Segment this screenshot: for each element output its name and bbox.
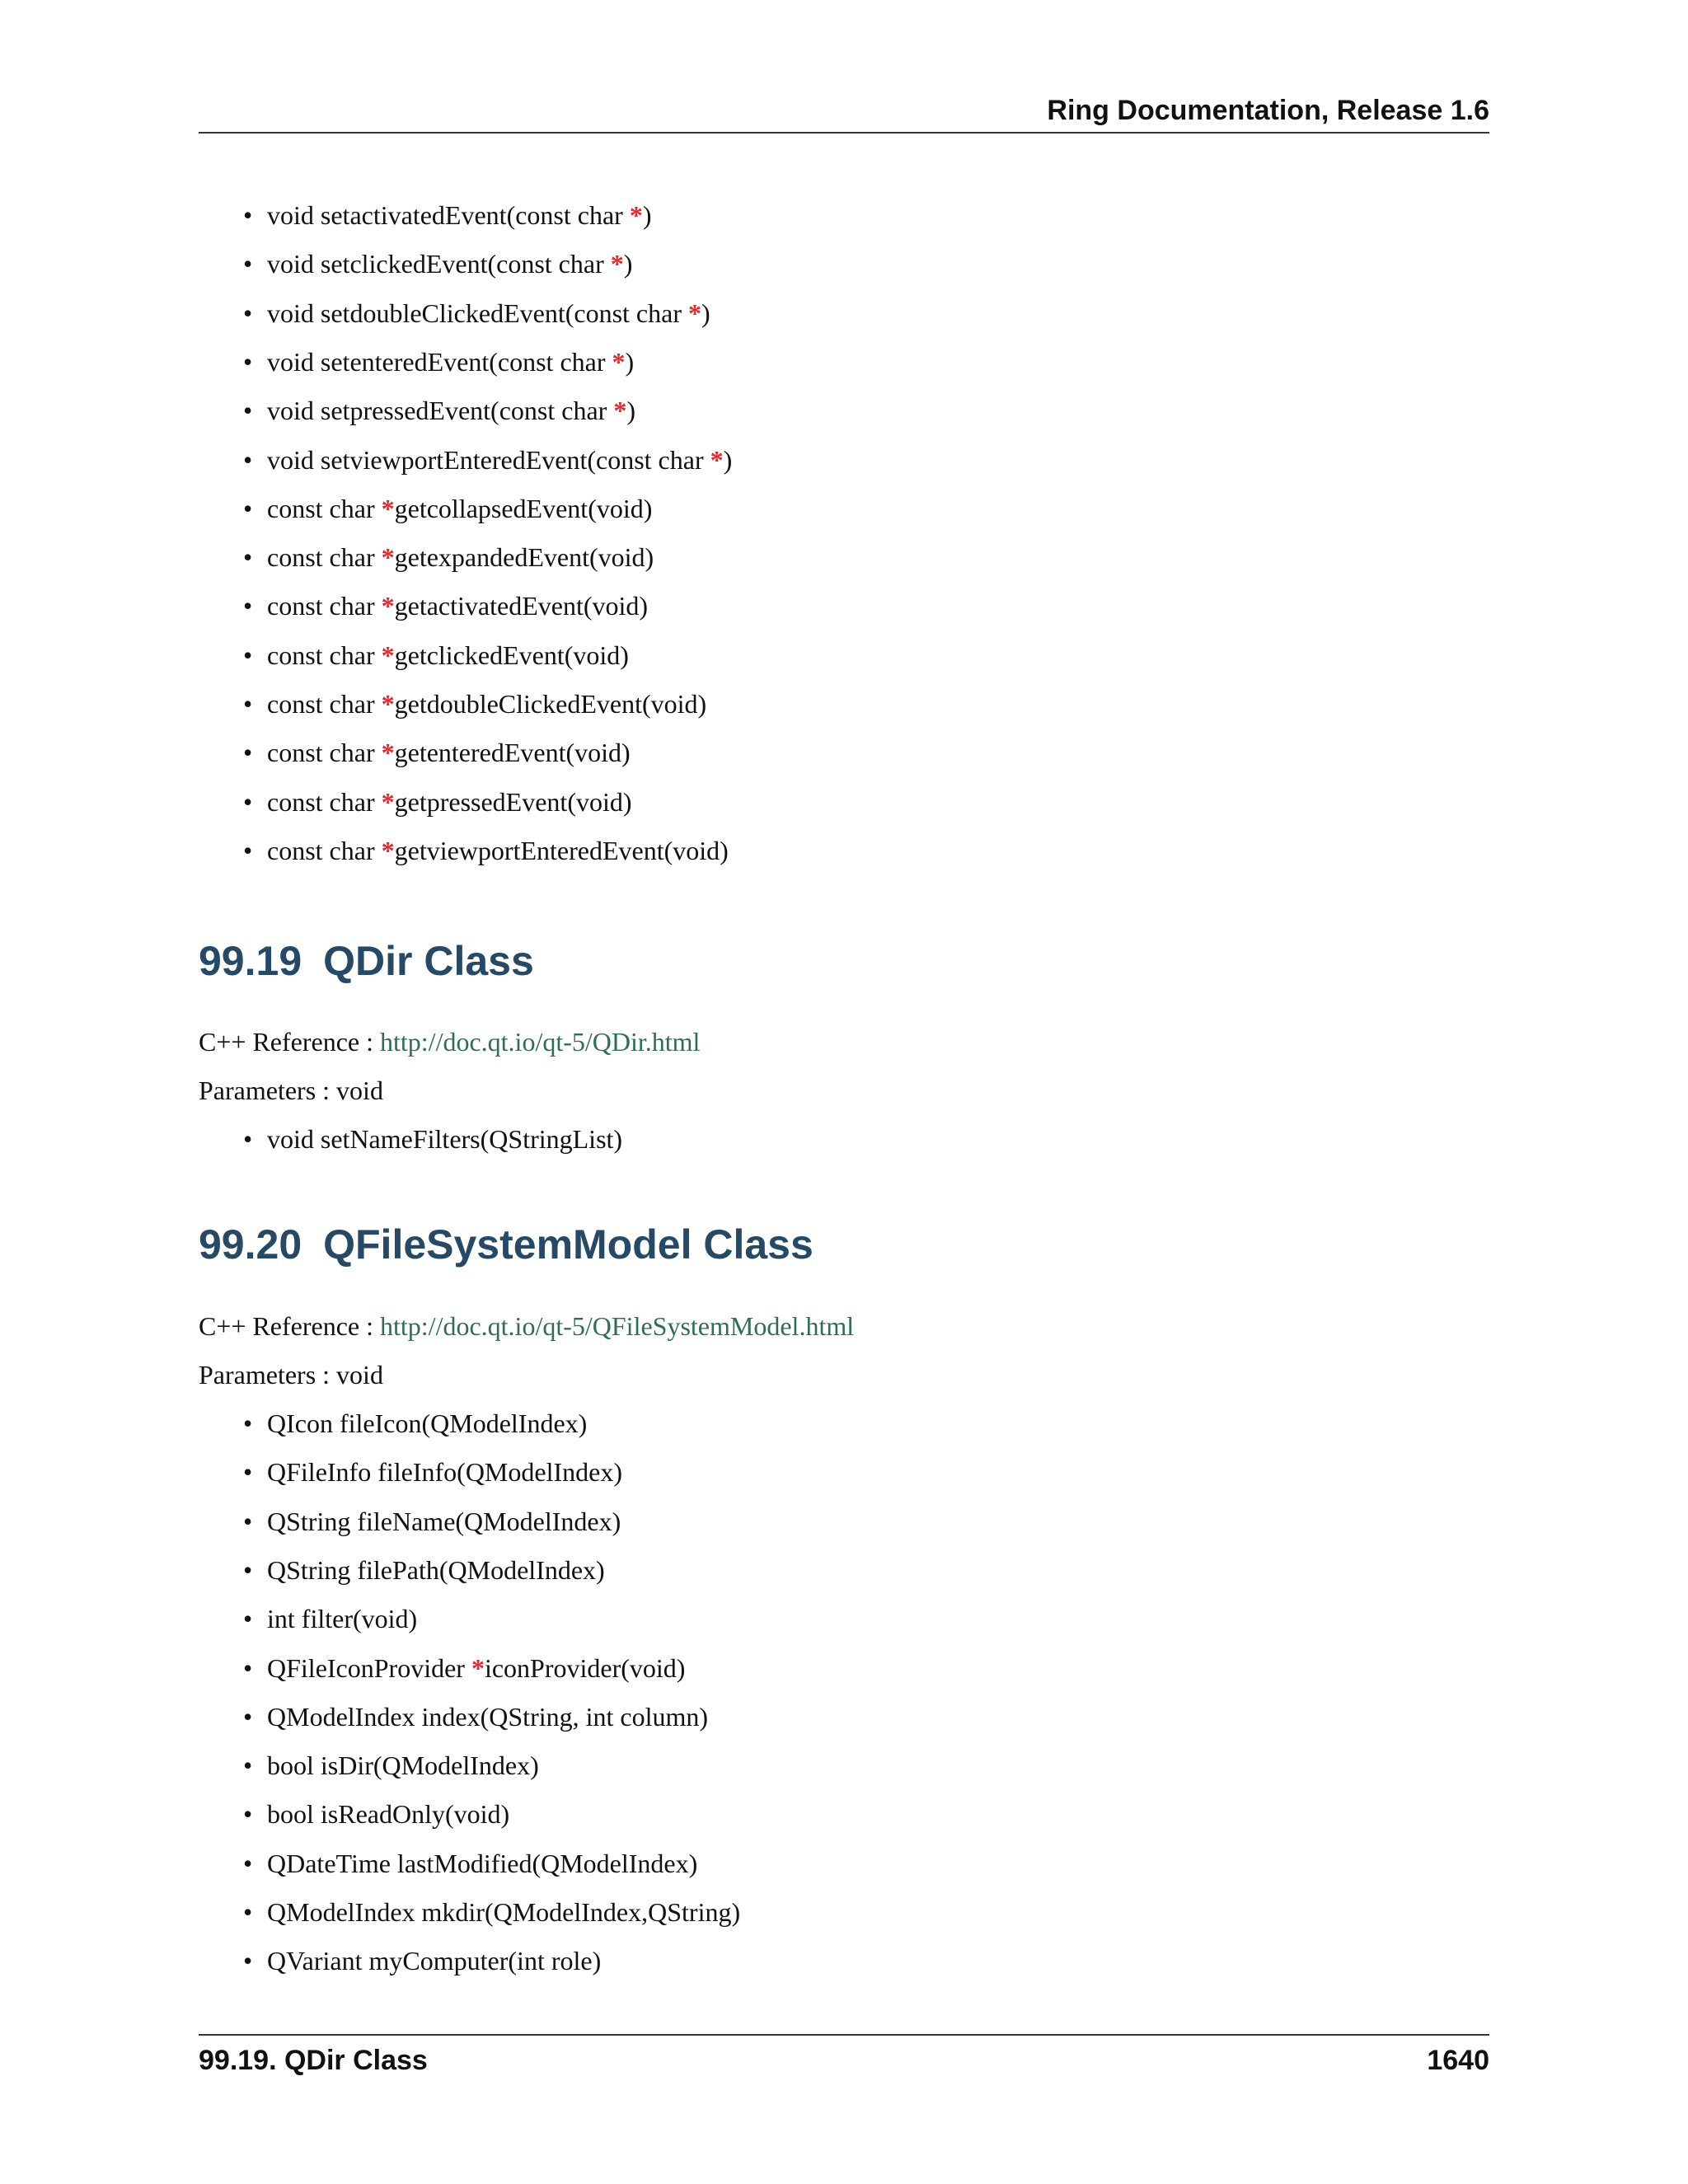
footer-section-name: 99.19. QDir Class xyxy=(199,2045,428,2076)
list-item xyxy=(243,199,652,232)
list-item xyxy=(243,345,635,378)
page-footer xyxy=(199,2034,1489,2076)
pointer-asterisk: * xyxy=(381,786,395,817)
list-item xyxy=(243,297,710,330)
item-text: QFileIconProvider xyxy=(267,1652,471,1683)
list-item xyxy=(243,394,635,427)
pointer-asterisk: * xyxy=(710,444,724,475)
list-item xyxy=(243,834,729,867)
page-number: 1640 xyxy=(1427,2045,1489,2076)
parameters-qdir: Parameters : void xyxy=(199,1076,383,1105)
list-item xyxy=(243,1505,621,1538)
bullet-icon: • xyxy=(243,591,253,621)
bullet-icon: • xyxy=(243,200,253,230)
item-text-suffix: ) xyxy=(701,298,710,328)
item-text-suffix: getdoubleClickedEvent(void) xyxy=(394,689,707,719)
item-text: const char xyxy=(267,591,382,621)
list-item xyxy=(243,1944,602,1977)
pointer-asterisk: * xyxy=(381,542,395,573)
list-item xyxy=(243,443,733,476)
item-text-suffix: iconProvider(void) xyxy=(484,1652,686,1683)
section-number: 99.20 xyxy=(199,1221,302,1268)
pointer-asterisk: * xyxy=(610,249,624,279)
list-item xyxy=(243,736,631,769)
list-item xyxy=(243,1896,741,1929)
reference-label: C++ Reference : xyxy=(199,1311,380,1341)
list-item xyxy=(243,687,707,720)
bullet-icon: • xyxy=(243,444,253,475)
item-text-suffix: ) xyxy=(723,444,733,475)
item-text: QDateTime lastModified(QModelIndex) xyxy=(267,1848,698,1878)
item-text: const char xyxy=(267,738,382,768)
item-text-suffix: getpressedEvent(void) xyxy=(394,786,632,817)
list-item xyxy=(243,492,653,525)
list-item xyxy=(243,1847,698,1880)
pointer-asterisk: * xyxy=(613,396,627,426)
reference-label: C++ Reference : xyxy=(199,1027,380,1057)
item-text-suffix: getclickedEvent(void) xyxy=(394,640,629,670)
reference-link[interactable]: http://doc.qt.io/qt-5/QDir.html xyxy=(380,1027,701,1057)
list-item xyxy=(243,1652,686,1685)
bullet-icon: • xyxy=(243,1554,253,1585)
item-text-suffix: ) xyxy=(623,249,633,279)
item-text: const char xyxy=(267,786,382,817)
reference-link[interactable]: http://doc.qt.io/qt-5/QFileSystemModel.html xyxy=(380,1311,855,1341)
item-text: QModelIndex index(QString, int column) xyxy=(267,1701,709,1732)
list-item xyxy=(243,1797,510,1830)
bullet-icon: • xyxy=(243,1799,253,1830)
pointer-asterisk: * xyxy=(471,1652,485,1683)
item-text: const char xyxy=(267,689,382,719)
list-item xyxy=(243,1602,418,1635)
item-text-suffix: getviewportEnteredEvent(void) xyxy=(394,835,729,865)
item-text: const char xyxy=(267,493,382,523)
section-heading-qfilesystemmodel xyxy=(199,1220,814,1269)
bullet-icon: • xyxy=(243,1848,253,1878)
item-text-suffix: ) xyxy=(626,396,635,426)
item-text: void setdoubleClickedEvent(const char xyxy=(267,298,688,328)
bullet-icon: • xyxy=(243,1750,253,1781)
item-text-suffix: getexpandedEvent(void) xyxy=(394,542,654,573)
bullet-icon: • xyxy=(243,738,253,768)
list-item xyxy=(243,1749,539,1782)
pointer-asterisk: * xyxy=(381,640,395,670)
item-text: QModelIndex mkdir(QModelIndex,QString) xyxy=(267,1897,741,1927)
item-text-suffix: ) xyxy=(625,346,635,377)
section-title: QDir Class xyxy=(323,938,534,984)
list-item xyxy=(243,247,633,280)
parameters-qfilesystemmodel: Parameters : void xyxy=(199,1360,383,1390)
bullet-icon: • xyxy=(243,835,253,865)
pointer-asterisk: * xyxy=(381,738,395,768)
item-text: void setviewportEnteredEvent(const char xyxy=(267,444,710,475)
section-number: 99.19 xyxy=(199,938,302,984)
pointer-asterisk: * xyxy=(381,689,395,719)
item-text: void setNameFilters(QStringList) xyxy=(267,1124,623,1154)
item-text: QString fileName(QModelIndex) xyxy=(267,1506,621,1536)
bullet-icon: • xyxy=(243,1506,253,1536)
pointer-asterisk: * xyxy=(687,298,701,328)
list-item xyxy=(243,1700,709,1733)
bullet-icon: • xyxy=(243,396,253,426)
item-text: void setclickedEvent(const char xyxy=(267,249,611,279)
pointer-asterisk: * xyxy=(381,493,395,523)
pointer-asterisk: * xyxy=(381,835,395,865)
pointer-asterisk: * xyxy=(381,591,395,621)
item-text-suffix: getcollapsedEvent(void) xyxy=(394,493,653,523)
bullet-icon: • xyxy=(243,1946,253,1976)
bullet-icon: • xyxy=(243,1408,253,1438)
item-text: QVariant myComputer(int role) xyxy=(267,1946,602,1976)
item-text-suffix: getactivatedEvent(void) xyxy=(394,591,649,621)
bullet-icon: • xyxy=(243,249,253,279)
bullet-icon: • xyxy=(243,493,253,523)
bullet-icon: • xyxy=(243,1124,253,1154)
list-item xyxy=(243,639,629,672)
item-text: QString filePath(QModelIndex) xyxy=(267,1554,605,1585)
item-text: const char xyxy=(267,640,382,670)
item-text: const char xyxy=(267,835,382,865)
item-text: void setenteredEvent(const char xyxy=(267,346,612,377)
cpp-reference-qdir xyxy=(199,1025,700,1058)
cpp-reference-qfilesystemmodel xyxy=(199,1310,854,1343)
list-item xyxy=(243,1122,623,1155)
bullet-icon: • xyxy=(243,640,253,670)
section-title: QFileSystemModel Class xyxy=(323,1221,814,1268)
bullet-icon: • xyxy=(243,1604,253,1634)
document-title: Ring Documentation, Release 1.6 xyxy=(1047,95,1489,126)
bullet-icon: • xyxy=(243,298,253,328)
list-item xyxy=(243,785,632,818)
item-text: bool isDir(QModelIndex) xyxy=(267,1750,539,1781)
list-item xyxy=(243,1455,622,1488)
item-text: const char xyxy=(267,542,382,573)
bullet-icon: • xyxy=(243,786,253,817)
item-text: void setpressedEvent(const char xyxy=(267,396,614,426)
bullet-icon: • xyxy=(243,689,253,719)
item-text: bool isReadOnly(void) xyxy=(267,1799,510,1830)
page-header xyxy=(199,92,1489,134)
item-text-suffix: ) xyxy=(642,200,652,230)
bullet-icon: • xyxy=(243,1652,253,1683)
list-item xyxy=(243,1407,588,1440)
bullet-icon: • xyxy=(243,542,253,573)
section-heading-qdir xyxy=(199,936,534,986)
item-text: int filter(void) xyxy=(267,1604,418,1634)
list-item xyxy=(243,1554,605,1586)
item-text: QFileInfo fileInfo(QModelIndex) xyxy=(267,1457,622,1488)
item-text-suffix: getenteredEvent(void) xyxy=(394,738,631,768)
item-text: void setactivatedEvent(const char xyxy=(267,200,630,230)
list-item xyxy=(243,589,649,622)
bullet-icon: • xyxy=(243,1897,253,1927)
bullet-icon: • xyxy=(243,1457,253,1488)
pointer-asterisk: * xyxy=(629,200,643,230)
list-item xyxy=(243,541,654,574)
bullet-icon: • xyxy=(243,346,253,377)
bullet-icon: • xyxy=(243,1701,253,1732)
pointer-asterisk: * xyxy=(612,346,626,377)
item-text: QIcon fileIcon(QModelIndex) xyxy=(267,1408,588,1438)
